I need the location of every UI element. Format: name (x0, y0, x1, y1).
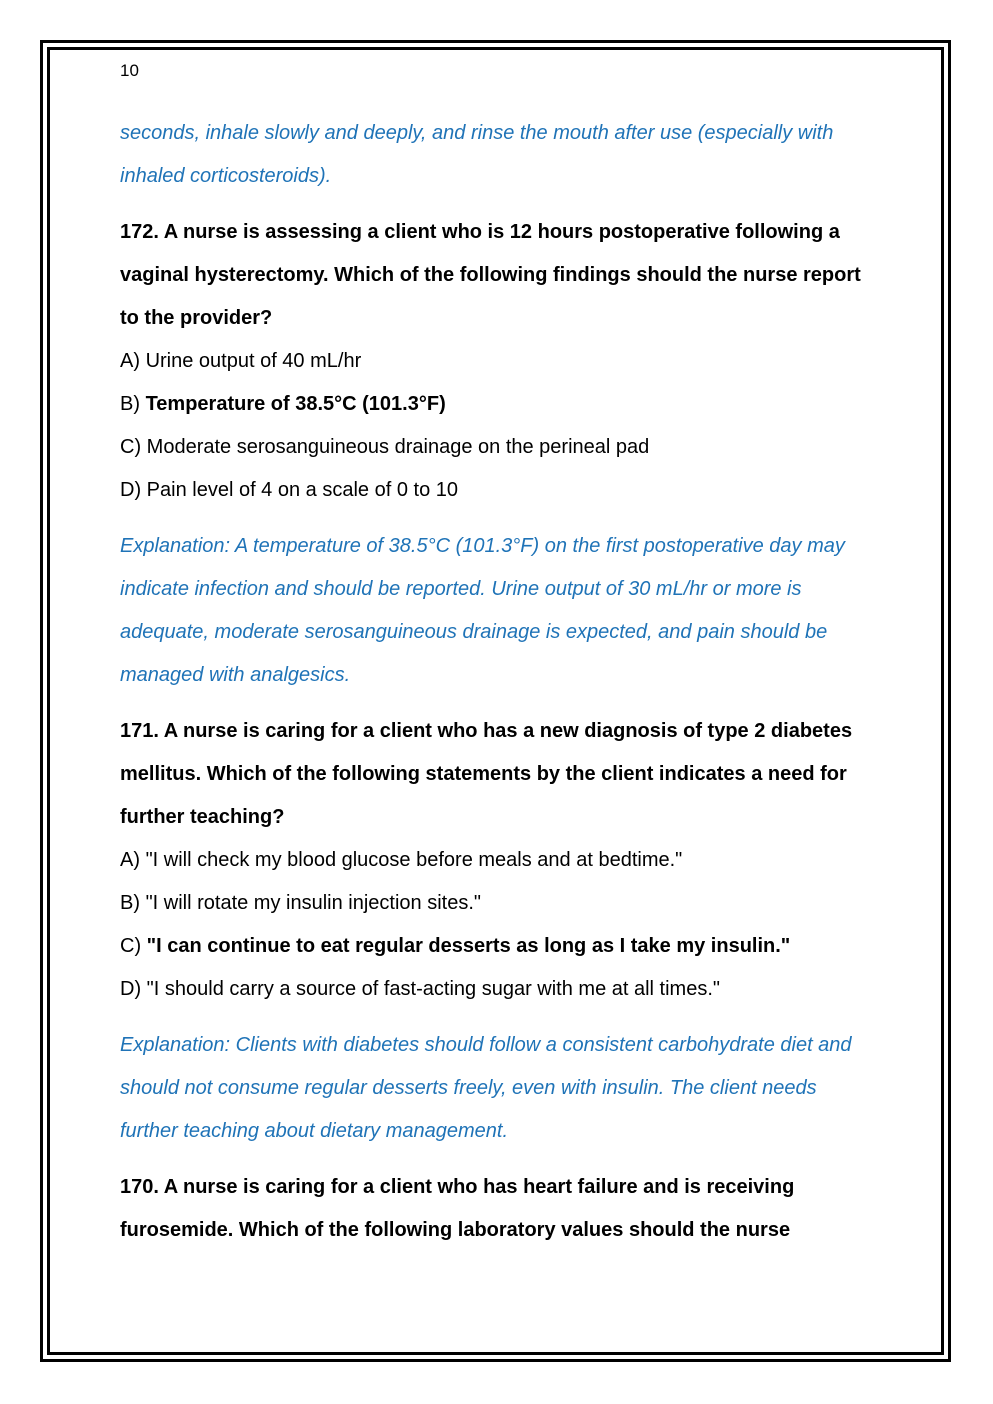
option-a (120, 839, 880, 882)
option-letter: C) (120, 436, 142, 458)
option-text-correct: "I can continue to eat regular desserts as long as I take my insulin." (146, 935, 791, 957)
option-letter: A) (120, 350, 140, 372)
continued-explanation: seconds, inhale slowly and deeply, and rinse the mouth after use (especially with inhaled corticosteroids). (120, 122, 834, 187)
option-text-correct: Temperature of 38.5°C (101.3°F) (145, 393, 446, 415)
page-number: 10 (120, 61, 139, 80)
option-a (120, 340, 880, 383)
question-block-172 (120, 211, 880, 697)
question-text: 172. A nurse is assessing a client who is 12 hours postoperative following a vaginal hysterectomy. Which of the following findings should the nurse report to the provider? (120, 221, 861, 329)
option-b (120, 882, 880, 925)
option-letter: C) (120, 935, 142, 957)
option-b (120, 383, 880, 426)
option-c (120, 925, 880, 968)
option-d (120, 469, 880, 512)
page-content (120, 112, 880, 1252)
question-text: 171. A nurse is caring for a client who has a new diagnosis of type 2 diabetes mellitus. Which of the following statements by the client indicates a need for further teaching? (120, 720, 853, 828)
option-letter: B) (120, 892, 140, 914)
question-text: 170. A nurse is caring for a client who has heart failure and is receiving furosemide. Which of the following laboratory values should the nurse (120, 1176, 795, 1241)
explanation-text: Explanation: A temperature of 38.5°C (101.3°F) on the first postoperative day may indicate infection and should be reported. Urine output of 30 mL/hr or more is adequate, moderate serosanguineous drainage is expected, and pain should be managed with analgesics. (120, 535, 845, 686)
option-c (120, 426, 880, 469)
question-block-170 (120, 1166, 880, 1252)
option-letter: A) (120, 849, 140, 871)
option-text: Pain level of 4 on a scale of 0 to 10 (146, 479, 458, 501)
option-text: "I will check my blood glucose before meals and at bedtime." (145, 849, 683, 871)
explanation-text: Explanation: Clients with diabetes should follow a consistent carbohydrate diet and should not consume regular desserts freely, even with insulin. The client needs further teaching about dietary management. (120, 1034, 852, 1142)
option-letter: D) (120, 978, 142, 1000)
option-text: "I should carry a source of fast-acting sugar with me at all times." (146, 978, 720, 1000)
option-letter: D) (120, 479, 142, 501)
option-text: Urine output of 40 mL/hr (145, 350, 362, 372)
option-text: "I will rotate my insulin injection sites." (145, 892, 481, 914)
option-text: Moderate serosanguineous drainage on the perineal pad (146, 436, 650, 458)
option-letter: B) (120, 393, 140, 415)
question-block-171 (120, 710, 880, 1153)
option-d (120, 968, 880, 1011)
